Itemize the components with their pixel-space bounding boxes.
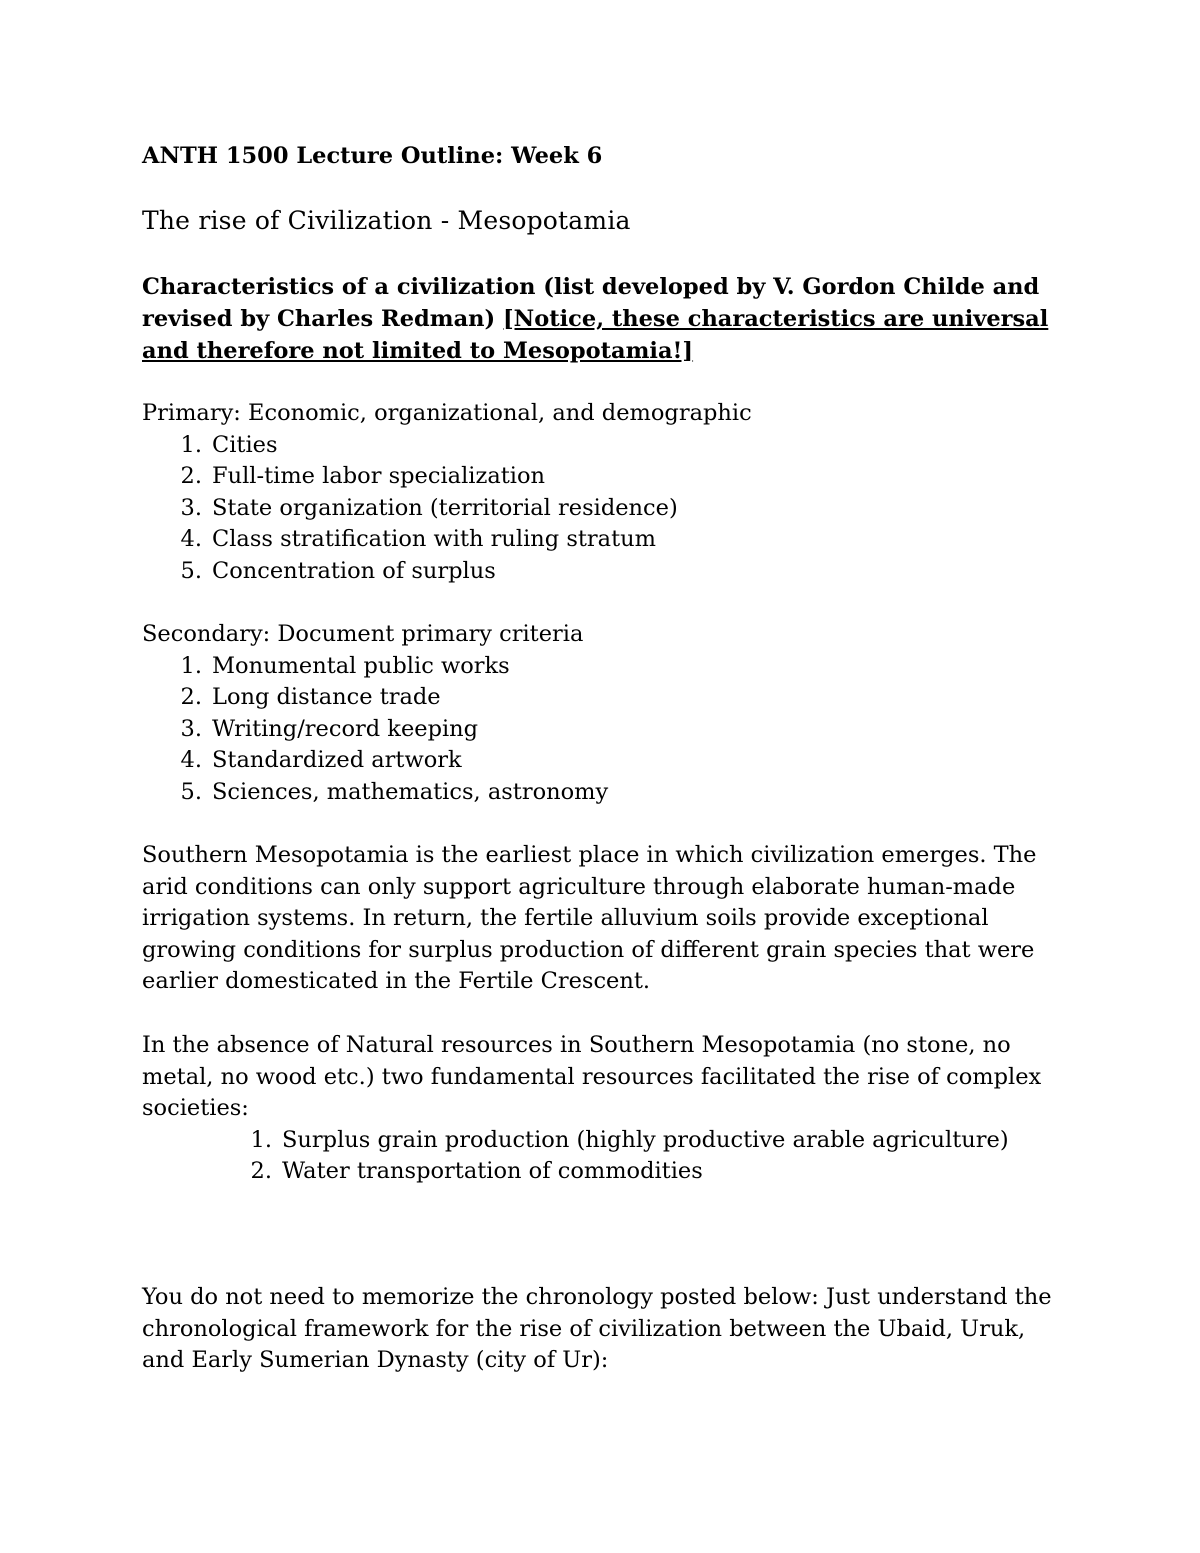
list-number: 3. [180,494,202,521]
list-item [142,524,1072,556]
chronology-paragraph: You do not need to memorize the chronology posted below: Just understand the chronological framework for the rise of civilization between the Ubaid, Uruk, and Early Sumerian Dynasty (city of Ur): [142,1284,1052,1373]
list-item [142,493,1072,525]
primary-section [142,398,1072,587]
list-text: State organization (territorial residence) [212,494,678,521]
list-number: 2. [180,684,202,710]
list-number: 4. [180,526,202,552]
list-item [142,430,1072,462]
list-number: 2. [180,463,202,489]
list-item [142,461,1072,493]
list-text: Sciences, mathematics, astronomy [212,778,609,805]
resources-paragraph: In the absence of Natural resources in Southern Mesopotamia (no stone, no metal, no wood etc.) two fundamental resources facilitated the rise of complex societies: [142,1032,1042,1121]
list-text: Water transportation of commodities [282,1158,703,1184]
list-text: Class stratification with ruling stratum [212,526,656,552]
list-number: 1. [250,1126,272,1153]
list-text: Long distance trade [212,684,441,710]
resources-section [142,1030,1057,1188]
list-text: Cities [212,431,278,458]
page-title: The rise of Civilization - Mesopotamia [142,206,631,235]
list-item [142,682,1072,714]
universal-notice: [Notice, these characteristics are universal and therefore not limited to Mesopotamia!] [142,306,1049,364]
list-item [212,1156,1057,1188]
list-item [212,1125,1057,1157]
secondary-section [142,619,1072,808]
list-text: Standardized artwork [212,747,462,773]
list-number: 1. [180,652,202,679]
outline-heading: ANTH 1500 Lecture Outline: Week 6 [142,143,603,169]
list-text: Writing/record keeping [212,715,479,742]
list-number: 1. [180,431,202,458]
list-text: Full-time labor specialization [212,463,546,489]
list-item [142,556,1072,588]
primary-list [142,430,1072,588]
list-text: Surplus grain production (highly productive arable agriculture) [282,1126,1009,1153]
primary-label: Primary: Economic, organizational, and demographic [142,400,752,426]
secondary-list [142,651,1072,809]
resources-list [212,1125,1057,1188]
list-item [142,745,1072,777]
list-number: 3. [180,715,202,742]
list-item [142,651,1072,683]
characteristics-text: Characteristics of a civilization (list developed by V. Gordon Childe and revised by Charles Redman) [142,274,1040,332]
list-number: 4. [180,747,202,773]
list-number: 5. [180,557,202,584]
list-number: 5. [180,778,202,805]
list-number: 2. [250,1158,272,1184]
list-item [142,777,1072,809]
list-text: Concentration of surplus [212,557,496,584]
list-text: Monumental public works [212,652,510,679]
southern-mesopotamia-paragraph: Southern Mesopotamia is the earliest place in which civilization emerges. The arid conditions can only support agriculture through elaborate human-made irrigation systems. In return, the fertile alluvium soils provide exceptional growing conditions for surplus production of different grain species that were earlier domesticated in the Fertile Crescent. [142,842,1037,994]
secondary-label: Secondary: Document primary criteria [142,621,584,647]
characteristics-intro [142,271,1052,367]
list-item [142,714,1072,746]
